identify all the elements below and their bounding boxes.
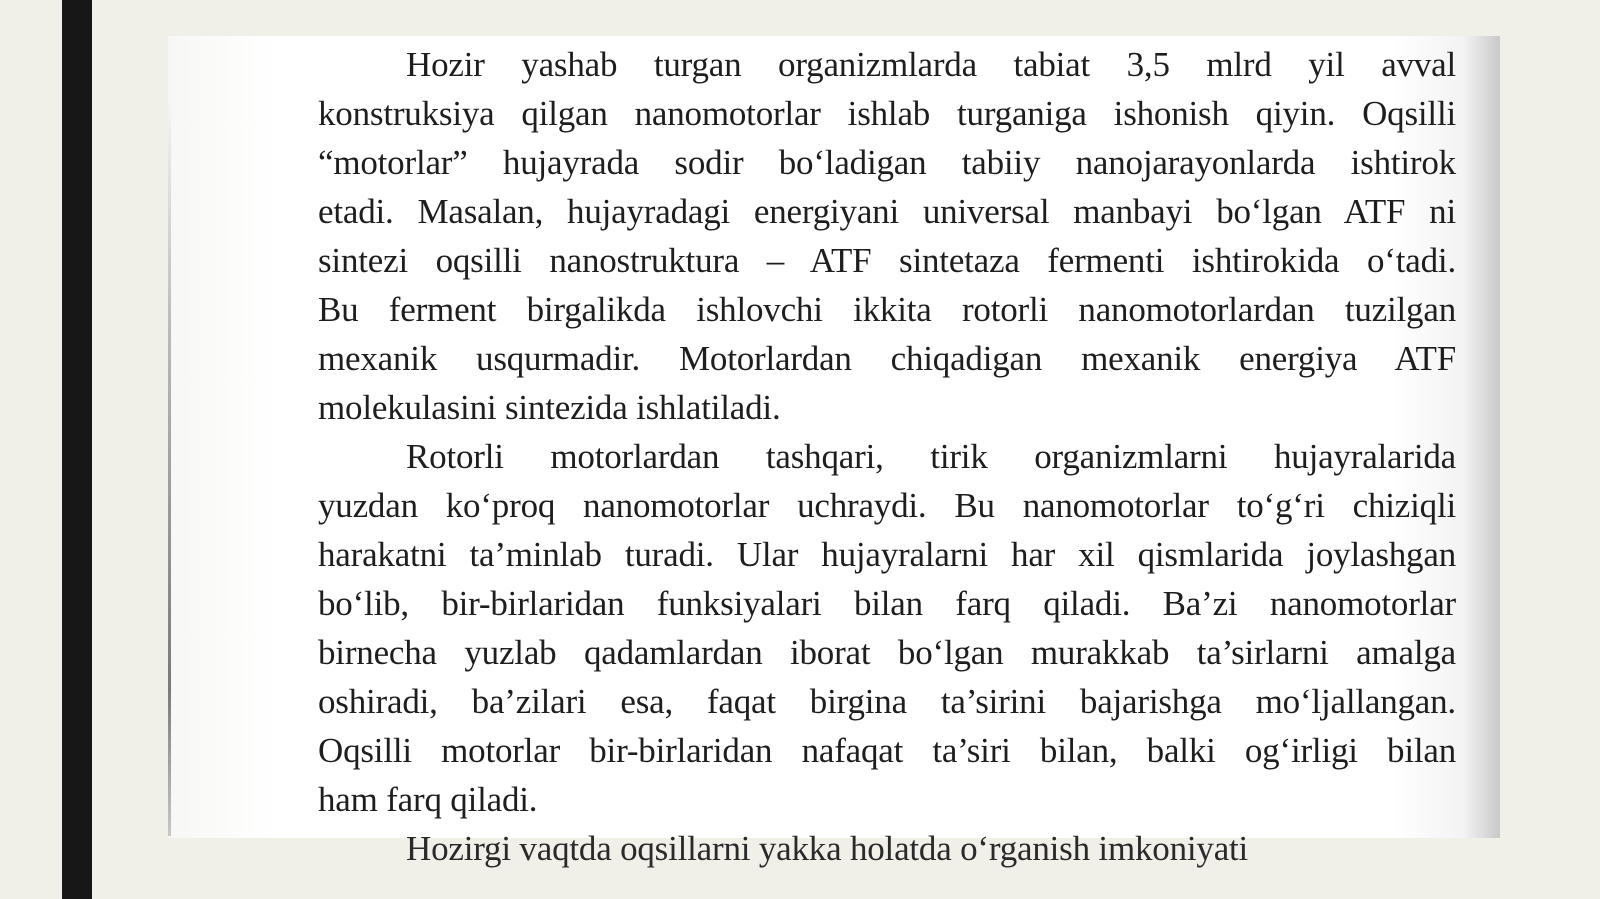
text-line: Hozir yashab turgan organizmlarda tabiat 3,5 mlrd yil avval [406, 45, 1456, 84]
text-line: etadi. Masalan, hujayradagi energiyani universal manbayi bo‘lgan ATF ni [318, 192, 1456, 231]
page-left-edge [168, 96, 171, 836]
text-line: molekulasini sintezida ishlatiladi. [318, 388, 781, 427]
text-line: Oqsilli motorlar bir-birlaridan nafaqat ta’siri bilan, balki og‘irligi bilan [318, 731, 1456, 770]
scanned-page [168, 36, 1500, 868]
text-line: birnecha yuzlab qadamlardan iborat bo‘lgan murakkab ta’sirlarni amalga [318, 633, 1456, 672]
text-line: oshiradi, ba’zilari esa, faqat birgina ta’sirini bajarishga mo‘ljallangan. [318, 682, 1456, 721]
text-line: yuzdan ko‘proq nanomotorlar uchraydi. Bu nanomotorlar to‘g‘ri chiziqli [318, 486, 1456, 525]
cut-off-text-line: Hozirgi vaqtda oqsillarni yakka holatda o‘rganish imkoniyati [406, 829, 1249, 868]
text-line: ham farq qiladi. [318, 780, 538, 819]
text-line: “motorlar” hujayrada sodir bo‘ladigan tabiiy nanojarayonlarda ishtirok [318, 143, 1456, 182]
page-binding-shadow [1464, 36, 1500, 838]
text-line: mexanik usqurmadir. Motorlardan chiqadigan mexanik energiya ATF [318, 339, 1456, 378]
text-line: Rotorli motorlardan tashqari, tirik organizmlarni hujayralarida [406, 437, 1456, 476]
paragraph-2 [318, 432, 1456, 824]
text-line: harakatni ta’minlab turadi. Ular hujayralarni har xil qismlarida joylashgan [318, 535, 1456, 574]
text-line: konstruksiya qilgan nanomotorlar ishlab turganiga ishonish qiyin. Oqsilli [318, 94, 1456, 133]
text-line: Bu ferment birgalikda ishlovchi ikkita rotorli nanomotorlardan tuzilgan [318, 290, 1456, 329]
text-line: bo‘lib, bir-birlaridan funksiyalari bilan farq qiladi. Ba’zi nanomotorlar [318, 584, 1456, 623]
paragraph-1 [318, 40, 1456, 432]
body-text [318, 40, 1456, 868]
text-line: sintezi oqsilli nanostruktura – ATF sintetaza fermenti ishtirokida o‘tadi. [318, 241, 1456, 280]
left-dark-bar [62, 0, 92, 899]
